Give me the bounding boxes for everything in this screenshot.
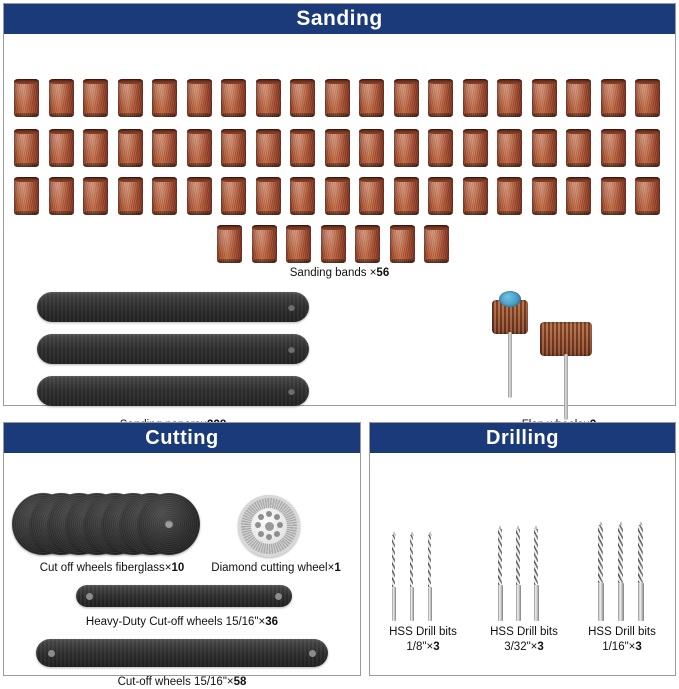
caption-bits-1-16-count: 3 (635, 641, 642, 653)
sanding-band (635, 79, 660, 117)
sanding-band (325, 129, 350, 167)
sanding-band (532, 79, 557, 117)
caption-bits-1-16-line1: HSS Drill bits (588, 626, 656, 638)
drill-bit-shank (534, 585, 539, 621)
hss-drill-bit (638, 525, 643, 621)
caption-cut-off-wheels-fiberglass (8, 561, 216, 575)
sanding-band (221, 129, 246, 167)
sanding-band (290, 177, 315, 215)
sanding-band (566, 129, 591, 167)
sanding-band (359, 79, 384, 117)
sanding-band (532, 129, 557, 167)
sanding-band (428, 129, 453, 167)
sanding-band (221, 79, 246, 117)
drill-bit-flute (498, 529, 502, 585)
sanding-band (532, 177, 557, 215)
flap-wheel-shaft (508, 332, 512, 398)
wheel-hub (165, 520, 173, 528)
sanding-band (321, 225, 346, 263)
caption-fiberglass-count: 10 (171, 562, 185, 574)
caption-fiberglass-label: Cut off wheels fiberglass× (39, 562, 172, 574)
sanding-band (390, 225, 415, 263)
heavy-duty-cut-off-wheel (76, 585, 292, 607)
caption-hss-drill-bits-3-32 (471, 625, 577, 655)
flap-wheel-shaft (564, 354, 568, 420)
sanding-band (118, 129, 143, 167)
sanding-paper-hole (288, 304, 295, 311)
sanding-band (601, 79, 626, 117)
sanding-band (463, 79, 488, 117)
drill-bit-flute (392, 535, 395, 587)
caption-bits-3-32-line1: HSS Drill bits (490, 626, 558, 638)
sanding-band (187, 79, 212, 117)
caption-bits-1-16-line2: 1/16"× (602, 641, 636, 653)
drill-bit-shank (638, 583, 644, 621)
sanding-band (152, 129, 177, 167)
hss-drill-bit (516, 529, 520, 621)
sanding-band (428, 79, 453, 117)
panel-cutting (3, 422, 361, 688)
caption-diamond-cutting-wheel (200, 561, 352, 575)
sanding-band (49, 177, 74, 215)
sanding-band (290, 129, 315, 167)
sanding-paper-hole (288, 388, 295, 395)
caption-cut-off-wheels (8, 675, 356, 689)
drill-bit-shank (598, 583, 604, 621)
sanding-band (497, 129, 522, 167)
caption-cut-off-count: 58 (233, 676, 247, 688)
sanding-band (152, 177, 177, 215)
caption-sanding-bands (4, 266, 675, 280)
wheel-hub (48, 650, 55, 657)
sanding-band (14, 177, 39, 215)
panel-drilling-body (370, 453, 675, 675)
diamond-wheel-hole (266, 511, 272, 517)
sanding-band (325, 79, 350, 117)
flap-wheel (540, 322, 592, 426)
sanding-paper (37, 334, 309, 364)
caption-sanding-bands-count: 56 (376, 267, 390, 279)
drill-bit-flute (534, 529, 538, 585)
sanding-band (118, 79, 143, 117)
diamond-wheel-hole (258, 531, 264, 537)
sanding-band (290, 79, 315, 117)
caption-bits-1-8-line1: HSS Drill bits (389, 626, 457, 638)
flap-wheel-hub (499, 291, 521, 307)
sanding-band (394, 129, 419, 167)
drill-bit-flute (618, 525, 623, 583)
sanding-band (359, 177, 384, 215)
diamond-wheel-hole (274, 514, 280, 520)
sanding-paper (37, 292, 309, 322)
sanding-band (355, 225, 380, 263)
wheel-hub (86, 593, 93, 600)
sanding-band (14, 129, 39, 167)
panel-sanding-body (4, 34, 675, 405)
diamond-wheel-center-hole (265, 522, 274, 531)
cut-off-wheel-fiberglass (138, 493, 200, 555)
panel-sanding-title: Sanding (4, 4, 675, 34)
drill-bit-shank (498, 585, 503, 621)
sanding-band (394, 79, 419, 117)
sanding-band (463, 177, 488, 215)
caption-diamond-count: 1 (334, 562, 341, 574)
flap-wheel (492, 300, 528, 404)
drill-bit-flute (516, 529, 520, 585)
panel-drilling-title: Drilling (370, 423, 675, 453)
diamond-wheel-inner (251, 508, 287, 544)
sanding-band (187, 129, 212, 167)
sanding-band (187, 177, 212, 215)
sanding-band (601, 177, 626, 215)
sanding-band (83, 129, 108, 167)
wheel-hub (309, 650, 316, 657)
caption-bits-3-32-count: 3 (537, 641, 544, 653)
diamond-cutting-wheel (238, 495, 300, 557)
sanding-band (118, 177, 143, 215)
sanding-band (14, 79, 39, 117)
sanding-band (497, 177, 522, 215)
diamond-wheel-hole (277, 522, 283, 528)
sanding-band (252, 225, 277, 263)
sanding-band (256, 177, 281, 215)
sanding-band (601, 129, 626, 167)
sanding-band (424, 225, 449, 263)
sanding-band (49, 129, 74, 167)
drill-bit-flute (598, 525, 603, 583)
sanding-band (463, 129, 488, 167)
caption-hss-drill-bits-1-16 (569, 625, 675, 655)
drill-bit-flute (638, 525, 643, 583)
sanding-band (256, 129, 281, 167)
sanding-band (152, 79, 177, 117)
sanding-band (325, 177, 350, 215)
sanding-band (221, 177, 246, 215)
panel-sanding (3, 3, 676, 406)
sanding-band (83, 177, 108, 215)
caption-bits-1-8-count: 3 (433, 641, 440, 653)
hss-drill-bit (534, 529, 538, 621)
panel-cutting-body (4, 453, 360, 688)
hss-drill-bit (410, 535, 413, 621)
drill-bit-shank (392, 587, 396, 621)
caption-bits-1-8-line2: 1/8"× (406, 641, 434, 653)
drill-bit-shank (516, 585, 521, 621)
diamond-wheel-hole (255, 522, 261, 528)
hss-drill-bit (618, 525, 623, 621)
caption-heavy-duty-count: 36 (265, 616, 279, 628)
panel-drilling (369, 422, 676, 676)
sanding-band (635, 177, 660, 215)
caption-hss-drill-bits-1-8 (370, 625, 476, 655)
sanding-band (83, 79, 108, 117)
sanding-band (256, 79, 281, 117)
caption-cut-off-label: Cut-off wheels 15/16"× (117, 676, 234, 688)
caption-bits-3-32-line2: 3/32"× (504, 641, 538, 653)
sanding-band (497, 79, 522, 117)
hss-drill-bit (392, 535, 395, 621)
hss-drill-bit (428, 535, 431, 621)
sanding-band (394, 177, 419, 215)
cut-off-wheel-long (36, 639, 328, 667)
sanding-band (217, 225, 242, 263)
caption-diamond-label: Diamond cutting wheel× (211, 562, 335, 574)
drill-bit-flute (410, 535, 413, 587)
drill-bit-flute (428, 535, 431, 587)
diamond-wheel-hole (274, 531, 280, 537)
diamond-wheel-hole (258, 514, 264, 520)
sanding-band (635, 129, 660, 167)
wheel-hub (275, 593, 282, 600)
hss-drill-bit (498, 529, 502, 621)
sanding-band (566, 79, 591, 117)
drill-bit-shank (618, 583, 624, 621)
sanding-band (359, 129, 384, 167)
drill-bit-shank (410, 587, 414, 621)
sanding-paper-hole (288, 346, 295, 353)
sanding-paper (37, 376, 309, 406)
caption-heavy-duty-cut-off-wheels (8, 615, 356, 629)
sanding-band (286, 225, 311, 263)
drill-bit-shank (428, 587, 432, 621)
sanding-band (566, 177, 591, 215)
flap-wheel-abrasive-head (540, 322, 592, 356)
caption-sanding-bands-label: Sanding bands × (289, 267, 377, 279)
panel-cutting-title: Cutting (4, 423, 360, 453)
sanding-band (49, 79, 74, 117)
hss-drill-bit (598, 525, 603, 621)
sanding-band (428, 177, 453, 215)
diamond-wheel-hole (266, 534, 272, 540)
caption-heavy-duty-label: Heavy-Duty Cut-off wheels 15/16"× (85, 616, 266, 628)
